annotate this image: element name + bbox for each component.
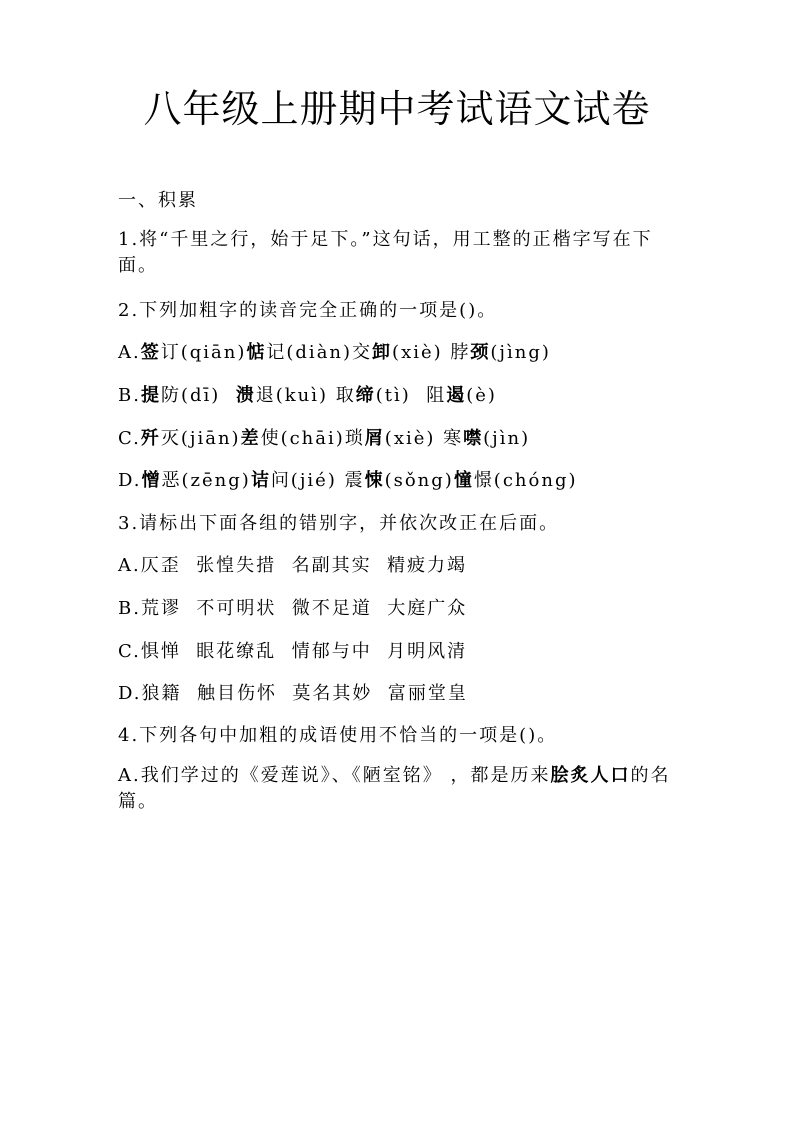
bold-character: 溃 (235, 385, 256, 406)
bold-character: 颈 (470, 342, 491, 363)
bold-character: 卸 (372, 342, 393, 363)
question-4-stem: 4.下列各句中加粗的成语使用不恰当的一项是()。 (118, 725, 558, 746)
bold-character: 差 (240, 428, 261, 449)
question-2-option-b (118, 381, 497, 407)
option-text: 使(chāi)琐 (260, 428, 365, 449)
option-text: (è) (466, 385, 497, 406)
option-text-end: 的名篇。 (118, 765, 671, 812)
option-text: 问(jié) 震 (270, 470, 365, 491)
option-text: 订(qiān) (160, 342, 247, 363)
bold-character: 签 (140, 342, 161, 363)
question-4-option-a (118, 763, 688, 815)
option-text: (jìn) (483, 428, 531, 449)
section-heading: 一、积累 (118, 190, 198, 211)
question-2-option-d (118, 466, 577, 492)
question-2-option-c (118, 424, 530, 450)
bold-character: 遏 (446, 385, 467, 406)
option-text: 防(dī) (160, 385, 236, 406)
bold-character: 憎 (141, 470, 162, 491)
question-3-option-a: A.仄歪 张惶失措 名副其实 精疲力竭 (118, 555, 468, 576)
bold-character: 憧 (453, 470, 474, 491)
option-text: 退(kuì) 取 (255, 385, 356, 406)
bold-character: 噤 (463, 428, 484, 449)
option-text: (xiè) 脖 (392, 342, 471, 363)
bold-character: 提 (140, 385, 161, 406)
option-text: (jìng) (490, 342, 551, 363)
question-3-stem: 3.请标出下面各组的错别字，并依次改正在后面。 (118, 513, 560, 534)
option-text: 憬(chóng) (473, 470, 578, 491)
option-text: 记(diàn)交 (266, 342, 373, 363)
page-title: 八年级上册期中考试语文试卷 (143, 87, 651, 131)
bold-character: 悚 (364, 470, 385, 491)
option-text: D. (118, 470, 142, 491)
option-text: 灭(jiān) (160, 428, 241, 449)
question-2-stem: 2.下列加粗字的读音完全正确的一项是()。 (118, 300, 498, 321)
option-text: B. (118, 385, 141, 406)
option-text: 恶(zēng) (161, 470, 251, 491)
question-3-option-c: C.惧惮 眼花缭乱 情郁与中 月明风清 (118, 641, 468, 662)
option-text: A. (118, 342, 141, 363)
option-text: C. (118, 428, 141, 449)
bold-character: 惦 (246, 342, 267, 363)
question-2-option-a (118, 338, 551, 364)
option-text: (sǒng) (384, 470, 454, 491)
option-text: (tì) 阻 (375, 385, 447, 406)
question-3-option-b: B.荒谬 不可明状 微不足道 大庭广众 (118, 598, 468, 619)
bold-character: 屑 (364, 428, 385, 449)
option-text: A.我们学过的《爱莲说》、《陋室铭》 ，都是历来 (118, 765, 551, 786)
bold-character: 歼 (140, 428, 161, 449)
question-3-option-d: D.狼籍 触目伤怀 莫名其妙 富丽堂皇 (118, 683, 468, 704)
bold-character: 缔 (355, 385, 376, 406)
option-text: (xiè) 寒 (384, 428, 464, 449)
bold-character: 诘 (250, 470, 271, 491)
question-1: 1.将“千里之行，始于足下。”这句话，用工整的正楷字写在下面。 (118, 229, 653, 276)
bold-idiom: 脍炙人口 (550, 765, 631, 786)
